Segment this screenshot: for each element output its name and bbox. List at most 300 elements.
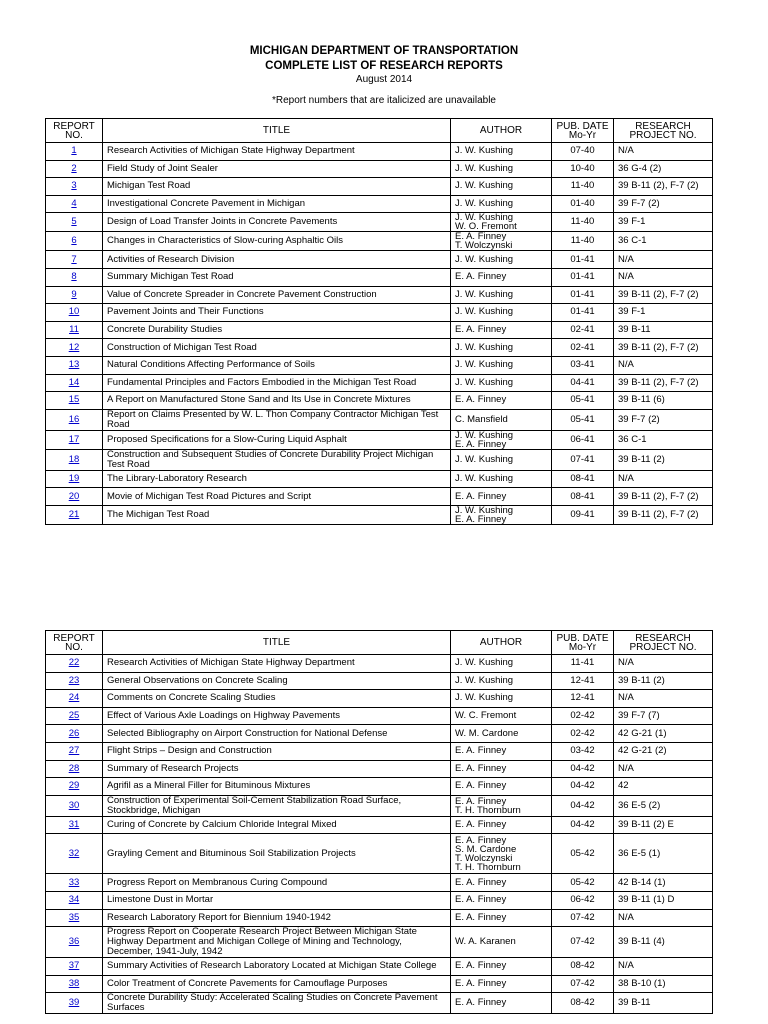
report-no-cell bbox=[46, 286, 103, 304]
project-no-cell: N/A bbox=[614, 690, 713, 708]
project-no-cell: 39 F-1 bbox=[614, 304, 713, 322]
report-link[interactable]: 20 bbox=[68, 490, 80, 502]
report-link[interactable]: 15 bbox=[68, 394, 80, 406]
pub-date-cell: 02-41 bbox=[552, 321, 614, 339]
report-no-cell bbox=[46, 655, 103, 673]
report-no-cell bbox=[46, 449, 103, 470]
report-no-cell bbox=[46, 213, 103, 232]
header-line: TITLE bbox=[262, 125, 291, 136]
report-link[interactable]: 16 bbox=[68, 413, 80, 425]
author-name: E. A. Finney bbox=[455, 324, 507, 336]
report-link[interactable]: 1 bbox=[71, 145, 77, 157]
report-link[interactable]: 33 bbox=[68, 876, 80, 888]
author-name: W. O. Fremont bbox=[455, 221, 517, 232]
author-name: J. W. Kushing bbox=[455, 162, 514, 174]
pub-date-cell: 05-42 bbox=[552, 834, 614, 874]
project-no-cell: 36 E-5 (2) bbox=[614, 795, 713, 816]
report-link[interactable]: 38 bbox=[68, 978, 80, 990]
project-no-cell: 39 B-11 (2), F-7 (2) bbox=[614, 339, 713, 357]
report-no-cell bbox=[46, 374, 103, 392]
project-no-cell: 38 B-10 (1) bbox=[614, 975, 713, 993]
report-link[interactable]: 11 bbox=[69, 324, 79, 336]
report-no-header bbox=[46, 631, 103, 655]
author-cell bbox=[451, 672, 552, 690]
report-no-cell bbox=[46, 909, 103, 927]
report-link[interactable]: 24 bbox=[68, 692, 80, 704]
table-row bbox=[46, 268, 713, 286]
title-cell: Limestone Dust in Mortar bbox=[103, 891, 451, 909]
report-link[interactable]: 3 bbox=[71, 180, 77, 192]
title-cell: Natural Conditions Affecting Performance of Soils bbox=[103, 356, 451, 374]
author-cell bbox=[451, 470, 552, 488]
author-name: J. W. Kushing bbox=[455, 505, 514, 516]
table-row bbox=[46, 816, 713, 834]
project-no-cell: N/A bbox=[614, 356, 713, 374]
title-cell: Investigational Concrete Pavement in Michigan bbox=[103, 195, 451, 213]
author-cell bbox=[451, 268, 552, 286]
author-name: T. H. Thornburn bbox=[455, 804, 521, 816]
project-no-cell: N/A bbox=[614, 251, 713, 269]
department-heading: MICHIGAN DEPARTMENT OF TRANSPORTATION bbox=[249, 45, 519, 57]
author-name: E. A. Finney bbox=[455, 780, 507, 792]
title-cell: General Observations on Concrete Scaling bbox=[103, 672, 451, 690]
report-link[interactable]: 14 bbox=[68, 376, 80, 388]
author-name: E. A. Finney bbox=[455, 762, 507, 774]
table-row bbox=[46, 891, 713, 909]
project-no-cell: 39 B-11 (2), F-7 (2) bbox=[614, 286, 713, 304]
report-link[interactable]: 7 bbox=[71, 253, 77, 265]
report-no-header bbox=[46, 119, 103, 143]
author-name: J. W. Kushing bbox=[455, 359, 514, 371]
pub-date-cell: 04-42 bbox=[552, 778, 614, 796]
author-name: S. M. Cardone bbox=[455, 843, 517, 855]
project-no-cell: 39 F-1 bbox=[614, 213, 713, 232]
author-cell bbox=[451, 993, 552, 1014]
project-no-cell: 36 C-1 bbox=[614, 430, 713, 449]
author-cell bbox=[451, 505, 552, 524]
report-link[interactable]: 22 bbox=[68, 657, 80, 669]
reports-table-2 bbox=[45, 630, 713, 1014]
pub-date-cell: 01-41 bbox=[552, 251, 614, 269]
author-name: E. A. Finney bbox=[455, 438, 507, 450]
table-row bbox=[46, 321, 713, 339]
author-name: J. W. Kushing bbox=[455, 145, 514, 157]
report-no-cell bbox=[46, 392, 103, 410]
author-cell bbox=[451, 339, 552, 357]
author-name: J. W. Kushing bbox=[455, 473, 514, 485]
report-link[interactable]: 13 bbox=[68, 359, 80, 371]
reports-table-1 bbox=[45, 118, 713, 525]
project-no-cell: N/A bbox=[614, 760, 713, 778]
report-link[interactable]: 32 bbox=[68, 847, 80, 859]
pub-date-cell: 03-42 bbox=[552, 742, 614, 760]
pub-date-header bbox=[552, 631, 614, 655]
title-cell: Construction of Experimental Soil-Cement Stabilization Road Surface, Stockbridge, Michigan bbox=[103, 795, 451, 816]
project-no-cell: N/A bbox=[614, 958, 713, 976]
author-cell bbox=[451, 160, 552, 178]
pub-date-cell: 07-42 bbox=[552, 927, 614, 958]
author-name: J. W. Kushing bbox=[455, 341, 514, 353]
title-header bbox=[103, 631, 451, 655]
report-link[interactable]: 17 bbox=[68, 433, 80, 445]
table-row bbox=[46, 672, 713, 690]
project-no-cell: 39 B-11 (2) bbox=[614, 672, 713, 690]
author-name: E. A. Finney bbox=[455, 894, 507, 906]
pub-date-cell: 09-41 bbox=[552, 505, 614, 524]
title-cell: Pavement Joints and Their Functions bbox=[103, 304, 451, 322]
table-row bbox=[46, 690, 713, 708]
header-line: PROJECT NO. bbox=[629, 129, 697, 141]
table-row bbox=[46, 213, 713, 232]
author-name: J. W. Kushing bbox=[455, 453, 514, 465]
report-no-cell bbox=[46, 760, 103, 778]
header-line: Mo-Yr bbox=[568, 641, 597, 653]
author-cell bbox=[451, 909, 552, 927]
table-row bbox=[46, 251, 713, 269]
report-link[interactable]: 27 bbox=[68, 745, 80, 757]
table-row bbox=[46, 725, 713, 743]
report-no-cell bbox=[46, 707, 103, 725]
project-no-cell: 39 B-11 (2) bbox=[614, 449, 713, 470]
pub-date-cell: 04-42 bbox=[552, 795, 614, 816]
project-no-cell: N/A bbox=[614, 655, 713, 673]
title-cell: Michigan Test Road bbox=[103, 178, 451, 196]
author-cell bbox=[451, 430, 552, 449]
title-cell: Design of Load Transfer Joints in Concrete Pavements bbox=[103, 213, 451, 232]
report-no-cell bbox=[46, 958, 103, 976]
pub-date-cell: 08-41 bbox=[552, 470, 614, 488]
title-cell: Value of Concrete Spreader in Concrete Pavement Construction bbox=[103, 286, 451, 304]
report-no-cell bbox=[46, 927, 103, 958]
author-cell bbox=[451, 655, 552, 673]
project-no-cell: 39 B-11 (2), F-7 (2) bbox=[614, 488, 713, 506]
pub-date-cell: 01-40 bbox=[552, 195, 614, 213]
title-cell: Summary Activities of Research Laboratory Located at Michigan State College bbox=[103, 958, 451, 976]
author-name: E. A. Finney bbox=[455, 231, 507, 243]
header-line: NO. bbox=[65, 641, 83, 653]
pub-date-cell: 11-40 bbox=[552, 213, 614, 232]
project-no-cell: N/A bbox=[614, 909, 713, 927]
project-no-cell: 39 F-7 (2) bbox=[614, 195, 713, 213]
author-name: E. A. Finney bbox=[455, 911, 507, 923]
title-cell: Summary Michigan Test Road bbox=[103, 268, 451, 286]
author-name: E. A. Finney bbox=[455, 876, 507, 888]
project-no-cell: 39 B-11 (2) E bbox=[614, 816, 713, 834]
pub-date-cell: 11-41 bbox=[552, 655, 614, 673]
pub-date-cell: 10-40 bbox=[552, 160, 614, 178]
report-link[interactable]: 37 bbox=[68, 960, 80, 972]
report-no-cell bbox=[46, 891, 103, 909]
list-heading: COMPLETE LIST OF RESEARCH REPORTS bbox=[265, 60, 503, 72]
project-no-cell: 36 G-4 (2) bbox=[614, 160, 713, 178]
report-no-cell bbox=[46, 795, 103, 816]
table-row bbox=[46, 760, 713, 778]
author-name: T. H. Thornburn bbox=[455, 861, 521, 873]
author-cell bbox=[451, 725, 552, 743]
author-cell bbox=[451, 742, 552, 760]
project-no-cell: 39 B-11 (2), F-7 (2) bbox=[614, 374, 713, 392]
title-cell: Agrifil as a Mineral Filler for Bituminous Mixtures bbox=[103, 778, 451, 796]
table-header-row bbox=[46, 119, 713, 143]
title-cell: The Library-Laboratory Research bbox=[103, 470, 451, 488]
report-link[interactable]: 8 bbox=[71, 271, 77, 283]
report-no-cell bbox=[46, 505, 103, 524]
author-name: J. W. Kushing bbox=[455, 288, 514, 300]
table-row bbox=[46, 834, 713, 874]
table-row bbox=[46, 655, 713, 673]
project-no-cell: 39 B-11 bbox=[614, 321, 713, 339]
title-header bbox=[103, 119, 451, 143]
project-no-cell: 39 F-7 (7) bbox=[614, 707, 713, 725]
title-cell: Progress Report on Membranous Curing Compound bbox=[103, 874, 451, 892]
report-no-cell bbox=[46, 143, 103, 161]
title-cell: Curing of Concrete by Calcium Chloride Integral Mixed bbox=[103, 816, 451, 834]
title-cell: Color Treatment of Concrete Pavements for Camouflage Purposes bbox=[103, 975, 451, 993]
table-row bbox=[46, 707, 713, 725]
author-name: E. A. Finney bbox=[455, 960, 507, 972]
report-no-cell bbox=[46, 195, 103, 213]
report-no-cell bbox=[46, 178, 103, 196]
author-header bbox=[451, 631, 552, 655]
title-cell: Concrete Durability Study: Accelerated Scaling Studies on Concrete Pavement Surfaces bbox=[103, 993, 451, 1014]
table-row bbox=[46, 374, 713, 392]
pub-date-cell: 11-40 bbox=[552, 178, 614, 196]
pub-date-cell: 06-41 bbox=[552, 430, 614, 449]
author-cell bbox=[451, 488, 552, 506]
title-cell: Movie of Michigan Test Road Pictures and Script bbox=[103, 488, 451, 506]
pub-date-cell: 07-42 bbox=[552, 909, 614, 927]
report-no-cell bbox=[46, 356, 103, 374]
report-link[interactable]: 18 bbox=[68, 453, 80, 465]
project-no-cell: 39 B-11 bbox=[614, 993, 713, 1014]
author-name: E. A. Finney bbox=[455, 834, 507, 846]
table-row bbox=[46, 505, 713, 524]
table-row bbox=[46, 449, 713, 470]
table-row bbox=[46, 470, 713, 488]
project-no-cell: 36 E-5 (1) bbox=[614, 834, 713, 874]
author-cell bbox=[451, 374, 552, 392]
report-no-cell bbox=[46, 975, 103, 993]
title-cell: Research Activities of Michigan State Highway Department bbox=[103, 143, 451, 161]
report-no-cell bbox=[46, 321, 103, 339]
report-no-cell bbox=[46, 993, 103, 1014]
report-no-cell bbox=[46, 268, 103, 286]
author-name: T. Wolczynski bbox=[455, 852, 513, 864]
author-name: J. W. Kushing bbox=[455, 430, 514, 441]
report-link[interactable]: 28 bbox=[68, 762, 80, 774]
pub-date-cell: 03-41 bbox=[552, 356, 614, 374]
title-cell: The Michigan Test Road bbox=[103, 505, 451, 524]
table-row bbox=[46, 874, 713, 892]
project-no-cell: N/A bbox=[614, 268, 713, 286]
author-cell bbox=[451, 356, 552, 374]
author-name: W. A. Karanen bbox=[455, 936, 516, 948]
author-cell bbox=[451, 778, 552, 796]
table-row bbox=[46, 909, 713, 927]
pub-date-cell: 04-42 bbox=[552, 816, 614, 834]
author-cell bbox=[451, 213, 552, 232]
pub-date-header bbox=[552, 119, 614, 143]
report-link[interactable]: 23 bbox=[68, 674, 80, 686]
table-row bbox=[46, 795, 713, 816]
report-link[interactable]: 34 bbox=[68, 894, 80, 906]
title-cell: Flight Strips – Design and Construction bbox=[103, 742, 451, 760]
author-cell bbox=[451, 449, 552, 470]
project-no-header bbox=[614, 119, 713, 143]
title-cell: Proposed Specifications for a Slow-Curing Liquid Asphalt bbox=[103, 430, 451, 449]
table-row bbox=[46, 778, 713, 796]
author-name: E. A. Finney bbox=[455, 271, 507, 283]
author-name: W. M. Cardone bbox=[455, 727, 519, 739]
project-no-cell: N/A bbox=[614, 143, 713, 161]
report-link[interactable]: 9 bbox=[71, 288, 77, 300]
table-row bbox=[46, 339, 713, 357]
author-name: E. A. Finney bbox=[455, 997, 507, 1009]
project-no-cell: 42 B-14 (1) bbox=[614, 874, 713, 892]
table-row bbox=[46, 975, 713, 993]
header-line: RESEARCH bbox=[635, 120, 691, 132]
pub-date-cell: 08-41 bbox=[552, 488, 614, 506]
pub-date-cell: 06-42 bbox=[552, 891, 614, 909]
header-line: Mo-Yr bbox=[568, 129, 597, 141]
pub-date-cell: 07-42 bbox=[552, 975, 614, 993]
report-no-cell bbox=[46, 430, 103, 449]
title-cell: Construction and Subsequent Studies of Concrete Durability Project Michigan Test Road bbox=[103, 449, 451, 470]
report-no-cell bbox=[46, 742, 103, 760]
author-name: J. W. Kushing bbox=[455, 212, 514, 224]
table-row bbox=[46, 143, 713, 161]
report-no-cell bbox=[46, 232, 103, 251]
report-no-cell bbox=[46, 251, 103, 269]
title-cell: Construction of Michigan Test Road bbox=[103, 339, 451, 357]
report-no-cell bbox=[46, 160, 103, 178]
header-line: REPORT bbox=[53, 120, 95, 132]
title-cell: Field Study of Joint Sealer bbox=[103, 160, 451, 178]
title-cell: Concrete Durability Studies bbox=[103, 321, 451, 339]
author-cell bbox=[451, 251, 552, 269]
table-row bbox=[46, 195, 713, 213]
header-line: TITLE bbox=[262, 637, 291, 648]
pub-date-cell: 05-42 bbox=[552, 874, 614, 892]
pub-date-cell: 05-41 bbox=[552, 392, 614, 410]
table-row bbox=[46, 232, 713, 251]
table-row bbox=[46, 392, 713, 410]
author-name: E. A. Finney bbox=[455, 795, 507, 807]
pub-date-cell: 08-42 bbox=[552, 958, 614, 976]
author-name: J. W. Kushing bbox=[455, 198, 514, 210]
author-name: E. A. Finney bbox=[455, 745, 507, 757]
author-cell bbox=[451, 195, 552, 213]
project-no-header bbox=[614, 631, 713, 655]
report-link[interactable]: 4 bbox=[71, 198, 77, 210]
project-no-cell: 39 B-11 (1) D bbox=[614, 891, 713, 909]
report-link[interactable]: 6 bbox=[71, 235, 77, 247]
report-link[interactable]: 12 bbox=[68, 341, 80, 353]
table-row bbox=[46, 160, 713, 178]
report-link[interactable]: 31 bbox=[68, 819, 80, 831]
pub-date-cell: 02-41 bbox=[552, 339, 614, 357]
author-cell bbox=[451, 321, 552, 339]
report-link[interactable]: 39 bbox=[68, 997, 80, 1009]
table-row bbox=[46, 993, 713, 1014]
header-line: REPORT bbox=[53, 632, 95, 644]
table-row bbox=[46, 958, 713, 976]
project-no-cell: 39 B-11 (2), F-7 (2) bbox=[614, 178, 713, 196]
report-link[interactable]: 26 bbox=[68, 727, 80, 739]
header-line: RESEARCH bbox=[635, 632, 691, 644]
author-header bbox=[451, 119, 552, 143]
author-cell bbox=[451, 795, 552, 816]
pub-date-cell: 12-41 bbox=[552, 690, 614, 708]
report-no-cell bbox=[46, 339, 103, 357]
author-cell bbox=[451, 927, 552, 958]
pub-date-cell: 11-40 bbox=[552, 232, 614, 251]
project-no-cell: 36 C-1 bbox=[614, 232, 713, 251]
author-cell bbox=[451, 304, 552, 322]
report-link[interactable]: 10 bbox=[68, 306, 80, 318]
author-cell bbox=[451, 232, 552, 251]
author-cell bbox=[451, 975, 552, 993]
report-link[interactable]: 19 bbox=[68, 473, 80, 485]
title-cell: Fundamental Principles and Factors Embodied in the Michigan Test Road bbox=[103, 374, 451, 392]
report-link[interactable]: 21 bbox=[68, 508, 80, 520]
table-row bbox=[46, 488, 713, 506]
author-cell bbox=[451, 891, 552, 909]
title-cell: Changes in Characteristics of Slow-curing Asphaltic Oils bbox=[103, 232, 451, 251]
author-name: E. A. Finney bbox=[455, 819, 507, 831]
pub-date-cell: 12-41 bbox=[552, 672, 614, 690]
title-cell: A Report on Manufactured Stone Sand and Its Use in Concrete Mixtures bbox=[103, 392, 451, 410]
author-cell bbox=[451, 143, 552, 161]
project-no-cell: 42 G-21 (1) bbox=[614, 725, 713, 743]
report-link[interactable]: 29 bbox=[68, 780, 80, 792]
project-no-cell: 39 B-11 (2), F-7 (2) bbox=[614, 505, 713, 524]
title-cell: Effect of Various Axle Loadings on Highway Pavements bbox=[103, 707, 451, 725]
table-row bbox=[46, 430, 713, 449]
table-row bbox=[46, 927, 713, 958]
title-cell: Activities of Research Division bbox=[103, 251, 451, 269]
pub-date-cell: 01-41 bbox=[552, 286, 614, 304]
report-link[interactable]: 35 bbox=[68, 911, 80, 923]
author-name: J. W. Kushing bbox=[455, 253, 514, 265]
table-row bbox=[46, 178, 713, 196]
report-no-cell bbox=[46, 778, 103, 796]
pub-date-cell: 02-42 bbox=[552, 725, 614, 743]
report-link[interactable]: 25 bbox=[68, 710, 80, 722]
table-row bbox=[46, 286, 713, 304]
author-cell bbox=[451, 178, 552, 196]
title-cell: Research Laboratory Report for Biennium 1940-1942 bbox=[103, 909, 451, 927]
report-no-cell bbox=[46, 816, 103, 834]
project-no-cell: 39 B-11 (6) bbox=[614, 392, 713, 410]
author-name: E. A. Finney bbox=[455, 394, 507, 406]
author-cell bbox=[451, 286, 552, 304]
report-link[interactable]: 2 bbox=[71, 162, 77, 174]
author-cell bbox=[451, 958, 552, 976]
project-no-cell: 39 F-7 (2) bbox=[614, 409, 713, 430]
report-link[interactable]: 30 bbox=[68, 799, 80, 811]
author-name: T. Wolczynski bbox=[455, 240, 513, 251]
pub-date-cell: 07-41 bbox=[552, 449, 614, 470]
table-row bbox=[46, 356, 713, 374]
report-link[interactable]: 5 bbox=[71, 216, 77, 228]
pub-date-cell: 05-41 bbox=[552, 409, 614, 430]
report-no-cell bbox=[46, 470, 103, 488]
report-link[interactable]: 36 bbox=[68, 936, 80, 948]
report-no-cell bbox=[46, 409, 103, 430]
author-name: C. Mansfield bbox=[455, 413, 508, 425]
author-name: J. W. Kushing bbox=[455, 376, 514, 388]
